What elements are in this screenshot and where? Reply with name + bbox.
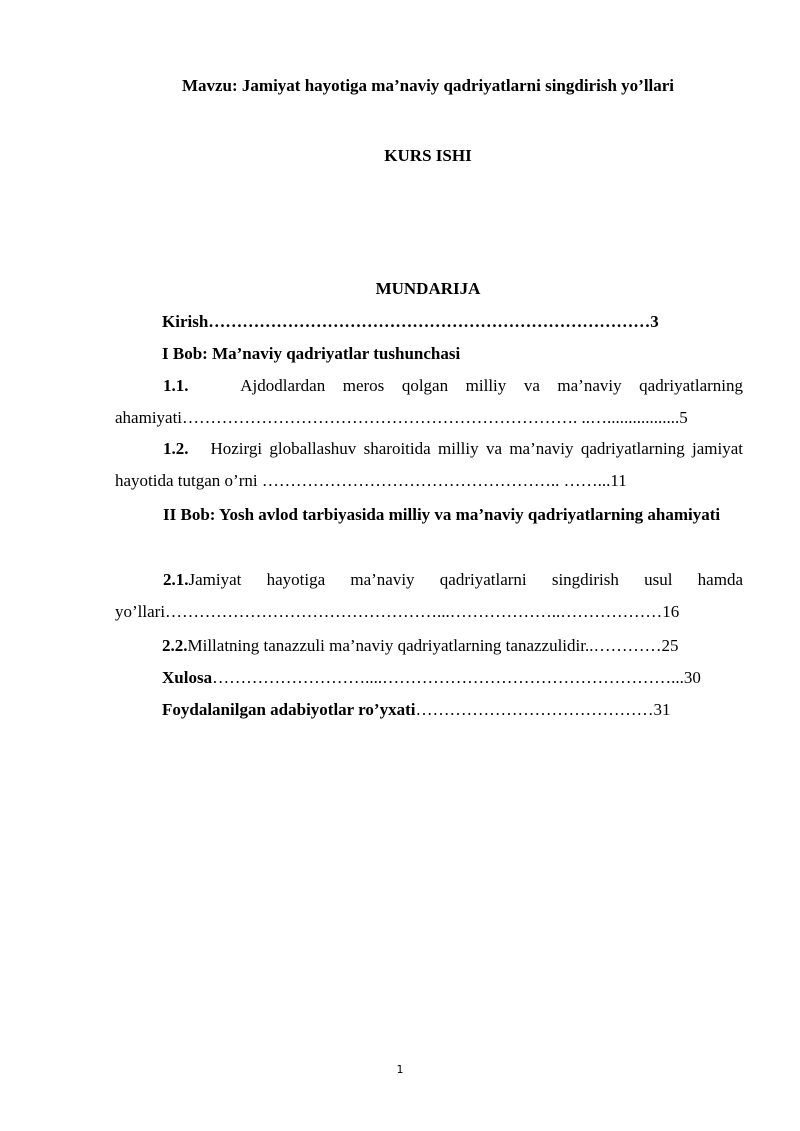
toc-entry-1-2-number: 1.2. xyxy=(163,439,189,458)
toc-entry-xulosa-label: Xulosa xyxy=(162,668,213,687)
toc-entry-xulosa-dots: ………………………....……………………………………………...30 xyxy=(212,668,701,687)
toc-entry-2-1-text: Jamiyat hayotiga ma’naviy qadriyatlarni singdirish usul hamda yo’llari…………………………………………...………………..………………16 xyxy=(115,570,743,621)
toc-entry-adabiyotlar xyxy=(162,700,670,720)
toc-entry-2-1 xyxy=(115,564,743,628)
toc-entry-2-2-text: Millatning tanazzuli ma’naviy qadriyatlarning tanazzulidir..…………25 xyxy=(187,636,679,655)
toc-entry-1-2 xyxy=(115,433,743,497)
document-topic: Mavzu: Jamiyat hayotiga ma’naviy qadriyatlarni singdirish yo’llari xyxy=(181,76,675,95)
document-type-label: KURS ISHI xyxy=(384,146,472,165)
toc-entry-2-1-number: 2.1. xyxy=(163,570,189,589)
toc-entry-2-2 xyxy=(162,636,678,656)
toc-chapter-1-title: I Bob: Ma’naviy qadriyatlar tushunchasi xyxy=(162,344,461,363)
toc-entry-1-2-text: Hozirgi globallashuv sharoitida milliy va ma’naviy qadriyatlarning jamiyat hayotida tutgan o’rni …………………………………………….. ……...11 xyxy=(115,439,743,490)
toc-chapter-2-title: II Bob: Yosh avlod tarbiyasida milliy va ma’naviy qadriyatlarning ahamiyati xyxy=(163,505,721,524)
toc-entry-2-2-number: 2.2. xyxy=(162,636,188,655)
page-number: 1 xyxy=(396,1063,404,1076)
toc-entry-1-1-number: 1.1. xyxy=(163,376,189,395)
toc-title: MUNDARIJA xyxy=(375,279,481,298)
toc-entry-adabiyotlar-label: Foydalanilgan adabiyotlar ro’yxati xyxy=(162,700,416,719)
toc-entry-1-1 xyxy=(115,370,743,434)
toc-entry-xulosa xyxy=(162,668,701,688)
toc-entry-kirish: Kirish……………………………………………………………………3 xyxy=(162,312,659,331)
toc-entry-1-1-text: Ajdodlardan meros qolgan milliy va ma’naviy qadriyatlarning ahamiyati……………………………………………………………. ..….................5 xyxy=(115,376,744,427)
toc-entry-adabiyotlar-dots: ……………………………………31 xyxy=(415,700,671,719)
